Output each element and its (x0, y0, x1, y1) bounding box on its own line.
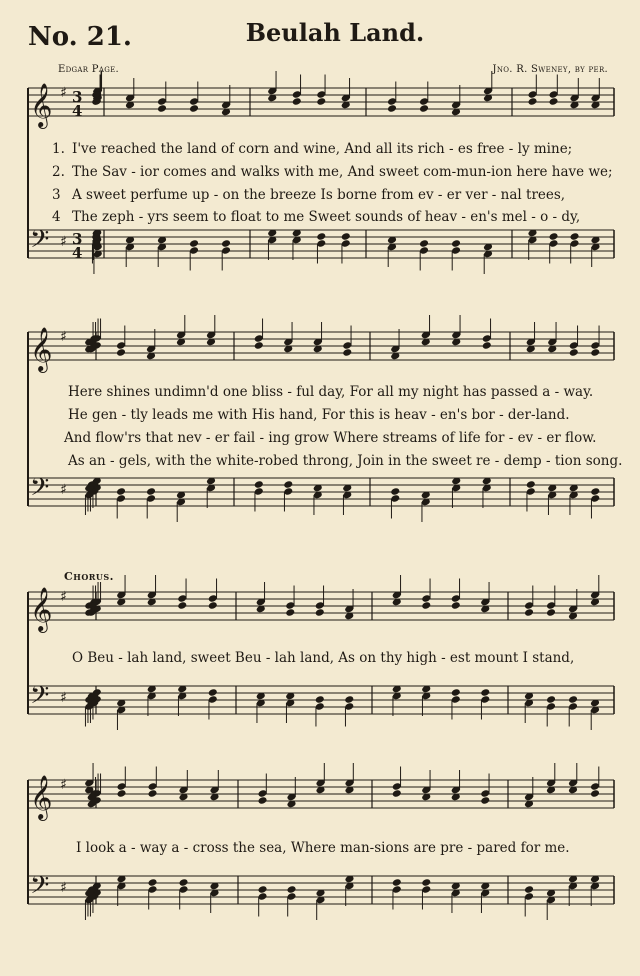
note-head (546, 695, 556, 704)
time-sig-top: 3 (72, 230, 83, 248)
note-head (527, 97, 537, 106)
note-head (590, 487, 600, 496)
treble-clef: 𝄞 (30, 587, 53, 631)
key-sharp: ♯ (60, 589, 67, 605)
note-head (387, 104, 397, 113)
note-head (146, 487, 156, 496)
note-head (147, 789, 157, 798)
key-sharp: ♯ (60, 234, 67, 250)
lyric-s2-verse-3: And flow'rs that nev - er fail - ing grow Where streams of life for - ev - er flow. (64, 430, 597, 446)
note-head (524, 885, 534, 894)
time-sig-top: 3 (72, 88, 83, 106)
note-head (189, 239, 199, 248)
note-head (568, 695, 578, 704)
hymn-number: No. 21. (28, 22, 132, 52)
key-sharp: ♯ (60, 329, 67, 345)
note-head (316, 97, 326, 106)
note-head (548, 97, 558, 106)
lyric-verse-2: 2. The Sav - ior comes and walks with me, And sweet com-mun-ion here have we; (52, 164, 613, 180)
note-head (286, 885, 296, 894)
note-head (178, 878, 188, 887)
treble-clef: 𝄞 (30, 83, 53, 127)
lyric-verse-3: 3 A sweet perfume up - on the breeze Is borne from ev - er ver - nal trees, (52, 187, 566, 203)
note-head (257, 885, 267, 894)
note-head (189, 104, 199, 113)
time-sig-bottom: 4 (72, 244, 83, 262)
note-head (569, 232, 579, 241)
note-head (590, 348, 600, 357)
key-sharp: ♯ (60, 777, 67, 793)
lyric-s2-verse-2: He gen - tly leads me with His hand, For this is heav - en's bor - der-land. (68, 407, 570, 423)
treble-clef: 𝄞 (30, 775, 53, 819)
lyric-s2-verse-1: Here shines undimn'd one bliss - ful day, For all my night has passed a - way. (68, 384, 594, 400)
note-head (341, 232, 351, 241)
bass-clef: 𝄢 (30, 473, 50, 508)
lyric-s2-verse-4: As an - gels, with the white-robed throng, Join in the sweet re - demp - tion song. (68, 453, 623, 469)
note-head (421, 878, 431, 887)
note-head (208, 688, 218, 697)
note-head (451, 601, 461, 610)
note-head (254, 480, 264, 489)
note-head (451, 239, 461, 248)
note-head (254, 341, 264, 350)
note-head (221, 239, 231, 248)
note-head (315, 695, 325, 704)
note-head (342, 348, 352, 357)
note-head (316, 232, 326, 241)
key-sharp: ♯ (60, 880, 67, 896)
lyric-s4: I look a - way a - cross the sea, Where man-sions are pre - pared for me. (76, 840, 570, 856)
note-head (590, 789, 600, 798)
music-credit: Jno. R. Sweney, by per. (492, 64, 608, 75)
note-head (421, 601, 431, 610)
note-head (257, 796, 267, 805)
bass-clef: 𝄢 (30, 871, 50, 906)
note-head (526, 480, 536, 489)
note-head (285, 608, 295, 617)
bass-clef: 𝄢 (30, 225, 50, 260)
note-head (116, 348, 126, 357)
note-head (147, 878, 157, 887)
words-credit: Edgar Page. (58, 64, 119, 75)
note-head (451, 688, 461, 697)
chorus-label: Chorus. (64, 570, 115, 583)
lyric-verse-1: 1. I've reached the land of corn and wine, And all its rich - es free - ly mine; (52, 141, 573, 157)
note-head (292, 97, 302, 106)
note-head (208, 601, 218, 610)
note-head (157, 104, 167, 113)
note-head (482, 341, 492, 350)
note-head (116, 789, 126, 798)
note-head (546, 608, 556, 617)
note-head (480, 796, 490, 805)
key-sharp: ♯ (60, 482, 67, 498)
note-head (390, 487, 400, 496)
treble-clef: 𝄞 (30, 327, 53, 371)
note-head (283, 480, 293, 489)
key-sharp: ♯ (60, 85, 67, 101)
note-head (524, 608, 534, 617)
note-head (419, 239, 429, 248)
hymn-title: Beulah Land. (245, 18, 425, 47)
note-head (177, 601, 187, 610)
lyric-chorus: O Beu - lah land, sweet Beu - lah land, As on thy high - est mount I stand, (72, 650, 575, 666)
bass-clef: 𝄢 (30, 681, 50, 716)
lyric-verse-4: 4 The zeph - yrs seem to float to me Sweet sounds of heav - en's mel - o - dy, (52, 209, 581, 225)
time-sig-bottom: 4 (72, 102, 83, 120)
note-head (392, 789, 402, 798)
note-head (315, 608, 325, 617)
note-head (392, 878, 402, 887)
note-head (116, 487, 126, 496)
note-head (419, 104, 429, 113)
note-head (569, 348, 579, 357)
note-head (548, 232, 558, 241)
note-head (344, 695, 354, 704)
key-sharp: ♯ (60, 690, 67, 706)
note-head (480, 688, 490, 697)
